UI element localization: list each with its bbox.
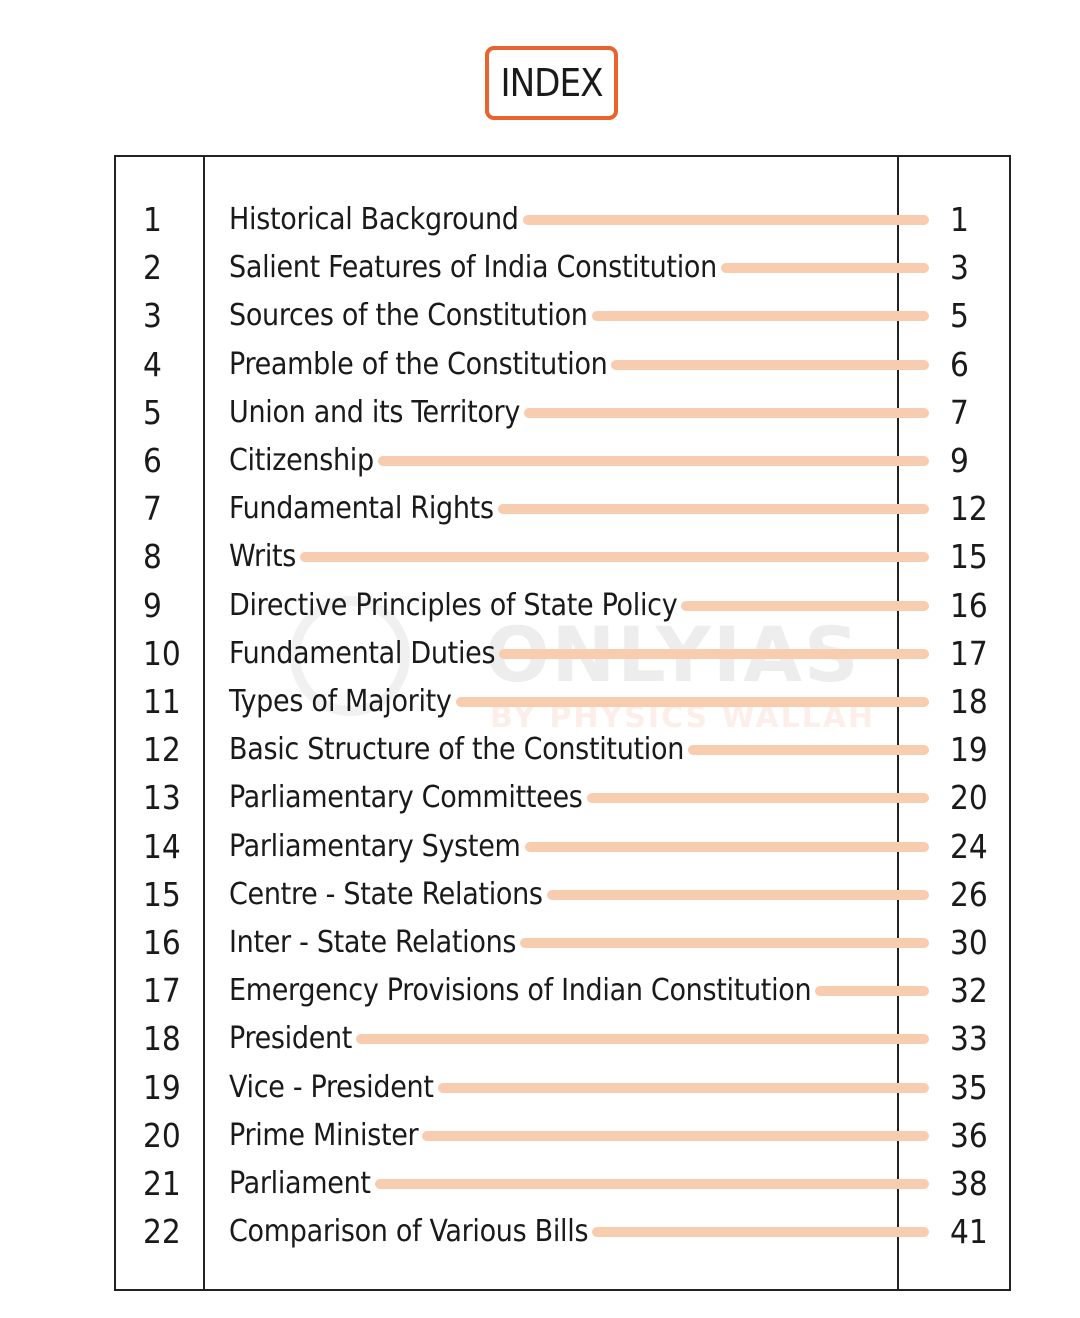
entry-page-number: 20 (950, 778, 988, 818)
entry-topic (229, 389, 929, 437)
entry-number: 19 (143, 1067, 181, 1107)
entry-leader-line (456, 697, 929, 707)
entry-topic (229, 533, 929, 581)
entry-leader-line (499, 649, 929, 659)
entry-leader-line (688, 745, 929, 755)
entry-leader-line (300, 552, 929, 562)
entry-page-number: 16 (950, 585, 988, 625)
index-entry-row (0, 726, 1080, 774)
index-entry-row (0, 582, 1080, 630)
entry-leader-line (523, 215, 929, 225)
index-entry-row (0, 678, 1080, 726)
entry-page-number: 1 (950, 200, 969, 239)
entry-topic-label: Preamble of the Constitution (229, 346, 608, 382)
entry-number: 2 (143, 248, 162, 288)
entry-topic (229, 823, 929, 871)
entry-topic (229, 726, 929, 774)
entry-page-number: 9 (950, 441, 969, 480)
entry-leader-line (520, 938, 929, 948)
entry-topic (229, 967, 929, 1015)
entry-topic (229, 341, 929, 389)
entry-page-number: 36 (950, 1115, 988, 1155)
entry-number: 12 (143, 730, 181, 770)
entry-page-number: 19 (950, 730, 988, 770)
index-entry-row (0, 533, 1080, 581)
entry-number: 16 (143, 923, 181, 962)
index-entry-row (0, 244, 1080, 292)
index-entry-row (0, 1160, 1080, 1208)
entry-page-number: 24 (950, 826, 988, 866)
entry-topic-label: Citizenship (229, 443, 374, 478)
entry-number: 3 (143, 296, 162, 336)
entry-topic-label: Centre - State Relations (229, 876, 543, 912)
entry-topic-label: Emergency Provisions of Indian Constitution (229, 973, 812, 1009)
entry-topic (229, 437, 929, 485)
index-entry-row (0, 389, 1080, 437)
entry-leader-line (438, 1083, 929, 1093)
entry-topic-label: Fundamental Duties (229, 635, 496, 671)
entry-topic-label: Comparison of Various Bills (229, 1214, 589, 1250)
entry-topic-label: Salient Features of India Constitution (229, 250, 717, 286)
index-entry-row (0, 967, 1080, 1015)
entry-topic (229, 630, 929, 678)
index-entry-row (0, 1208, 1080, 1256)
entry-topic (229, 196, 929, 244)
entry-leader-line (681, 601, 929, 611)
entry-topic (229, 1064, 929, 1112)
entry-page-number: 18 (950, 682, 988, 721)
entry-number: 6 (143, 441, 162, 480)
entry-page-number: 33 (950, 1019, 988, 1059)
entry-leader-line (547, 890, 929, 900)
watermark-brand: ONLYIAS (485, 610, 861, 699)
index-entry-row (0, 341, 1080, 389)
index-entry-row (0, 871, 1080, 919)
entry-leader-line (375, 1179, 929, 1189)
entry-topic-label: Prime Minister (229, 1117, 419, 1153)
entry-page-number: 32 (950, 971, 988, 1011)
entry-page-number: 38 (950, 1164, 988, 1203)
entry-number: 17 (143, 971, 181, 1011)
entry-page-number: 12 (950, 489, 988, 529)
entry-number: 11 (143, 682, 181, 721)
entry-topic (229, 1015, 929, 1063)
entry-leader-line (721, 263, 929, 273)
entry-page-number: 15 (950, 537, 988, 577)
entry-leader-line (587, 793, 929, 803)
entry-leader-line (815, 986, 929, 996)
entry-number: 9 (143, 585, 162, 625)
entry-page-number: 3 (950, 248, 969, 288)
entry-number: 7 (143, 489, 162, 529)
entry-page-number: 30 (950, 923, 988, 962)
entry-number: 20 (143, 1115, 181, 1155)
entry-topic-label: President (229, 1021, 353, 1057)
entry-topic-label: Parliament (229, 1166, 371, 1201)
entry-leader-line (592, 311, 929, 321)
entry-number: 18 (143, 1019, 181, 1059)
index-entry-row (0, 437, 1080, 485)
entry-topic-label: Parliamentary System (229, 828, 521, 864)
entry-topic (229, 485, 929, 533)
watermark-subtitle: BY PHYSICS WALLAH (490, 700, 876, 735)
index-entry-row (0, 919, 1080, 967)
entry-topic (229, 1112, 929, 1160)
entry-topic (229, 919, 929, 967)
entry-topic-label: Fundamental Rights (229, 491, 494, 527)
index-entry-row (0, 1015, 1080, 1063)
entry-topic (229, 244, 929, 292)
entry-number: 15 (143, 874, 181, 914)
entry-number: 1 (143, 200, 162, 239)
entry-topic-label: Union and its Territory (229, 394, 521, 430)
entry-number: 4 (143, 344, 162, 384)
entry-leader-line (356, 1034, 929, 1044)
index-entry-row (0, 196, 1080, 244)
entry-topic-label: Types of Majority (229, 684, 452, 719)
entry-page-number: 26 (950, 874, 988, 914)
entry-topic (229, 774, 929, 822)
entry-topic (229, 871, 929, 919)
index-entry-row (0, 823, 1080, 871)
index-entry-row (0, 1112, 1080, 1160)
entry-page-number: 6 (950, 344, 969, 384)
entry-topic-label: Parliamentary Committees (229, 780, 583, 816)
entry-topic-label: Writs (229, 539, 297, 575)
entry-topic (229, 678, 929, 726)
index-entry-row (0, 292, 1080, 340)
entry-topic-label: Basic Structure of the Constitution (229, 732, 684, 768)
entry-topic (229, 582, 929, 630)
entry-page-number: 41 (950, 1212, 988, 1252)
entry-topic-label: Vice - President (229, 1069, 434, 1105)
entry-number: 22 (143, 1212, 181, 1252)
index-entry-row (0, 485, 1080, 533)
entry-number: 5 (143, 392, 162, 432)
index-title: INDEX (485, 46, 618, 120)
entry-number: 13 (143, 778, 181, 818)
index-entry-row (0, 630, 1080, 678)
entry-number: 8 (143, 537, 162, 577)
entry-topic-label: Sources of the Constitution (229, 298, 588, 334)
entry-leader-line (525, 842, 930, 852)
entry-topic (229, 1160, 929, 1208)
entry-number: 21 (143, 1164, 181, 1203)
entry-page-number: 5 (950, 296, 969, 336)
entry-page-number: 17 (950, 633, 988, 673)
entry-topic-label: Directive Principles of State Policy (229, 587, 678, 623)
entry-page-number: 35 (950, 1067, 988, 1107)
entry-topic (229, 292, 929, 340)
entry-leader-line (378, 456, 929, 466)
entry-leader-line (422, 1131, 929, 1141)
index-entry-row (0, 1064, 1080, 1112)
entry-page-number: 7 (950, 392, 969, 432)
entry-number: 14 (143, 826, 181, 866)
entry-leader-line (524, 408, 929, 418)
entry-topic-label: Inter - State Relations (229, 925, 517, 960)
index-entry-row (0, 774, 1080, 822)
entry-topic (229, 1208, 929, 1256)
entry-leader-line (498, 504, 929, 514)
entry-leader-line (592, 1227, 929, 1237)
entry-leader-line (611, 360, 929, 370)
entry-topic-label: Historical Background (229, 202, 519, 237)
entry-number: 10 (143, 633, 181, 673)
